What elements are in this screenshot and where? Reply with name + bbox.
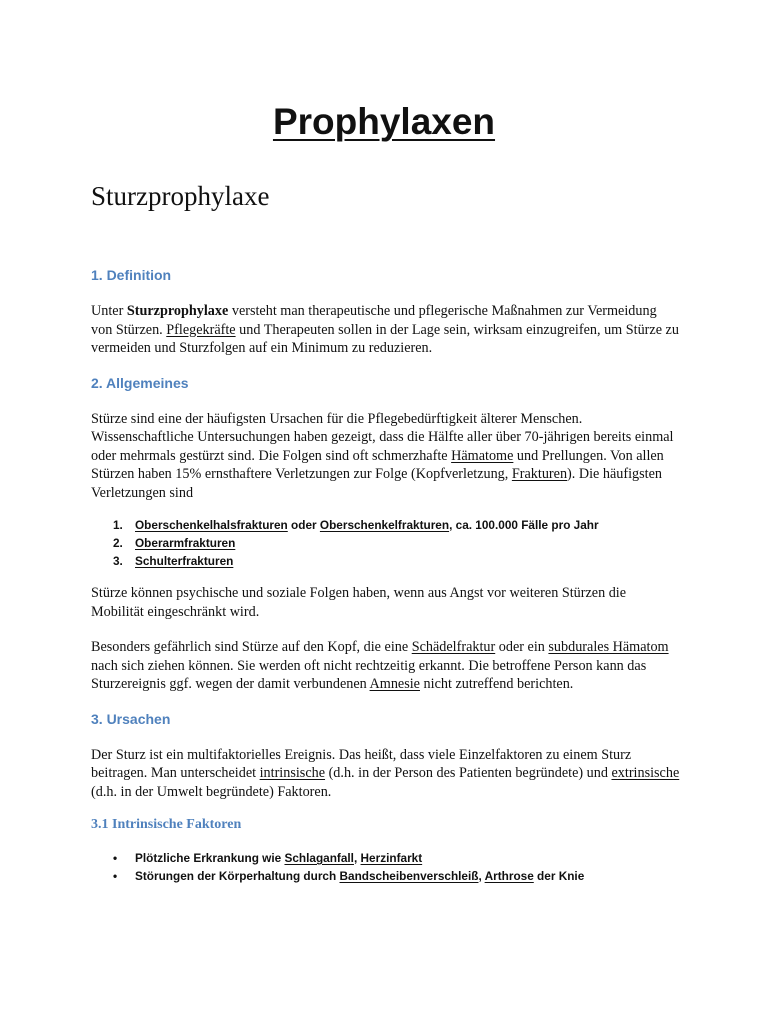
paragraph-allgemeines-2: Stürze können psychische und soziale Folgen haben, wenn aus Angst vor weiteren Stürzen die Mobilität eingeschränkt wird.	[91, 585, 627, 620]
bullet-icon: •	[113, 851, 118, 865]
link-schlaganfall[interactable]: Schlaganfall	[284, 851, 354, 865]
link-subdurales-haematom[interactable]: subdurales Hämatom	[548, 639, 669, 655]
link-extrinsische[interactable]: extrinsische	[611, 765, 680, 781]
paragraph-allgemeines-1: Stürze sind eine der häufigsten Ursachen für die Pflegebedürftigkeit älterer Menschen. Wissenschaftliche Untersuchungen haben gezeigt, dass die Hälfte aller über 70-jährigen bereits einmal oder mehrmals gestürzt sind. Die Folgen sind oft schmerzhafte Hämatome und Prellungen. Von allen Stürzen haben 15% ernsthaftere Verletzungen zur Folge (Kopfverletzung, Frakturen). Die häufigsten Verletzungen sind	[91, 410, 674, 501]
heading-allgemeines: 2. Allgemeines	[91, 374, 189, 391]
link-herzinfarkt[interactable]: Herzinfarkt	[360, 851, 423, 865]
list-item: 2. Oberarmfrakturen	[113, 536, 236, 550]
heading-ursachen: 3. Ursachen	[91, 710, 171, 727]
heading-intrinsische-faktoren: 3.1 Intrinsische Faktoren	[91, 817, 242, 832]
link-pflegekraefte[interactable]: Pflegekräfte	[166, 321, 236, 338]
paragraph-ursachen: Der Sturz ist ein multifaktorielles Ereignis. Das heißt, dass viele Einzelfaktoren zu einem Sturz beitragen. Man unterscheidet intrinsische (d.h. in der Person des Patienten begründete) und extrinsische (d.h. in der Umwelt begründete) Faktoren.	[91, 746, 680, 800]
link-schulterfrakturen[interactable]: Schulterfrakturen	[135, 554, 234, 568]
injury-list	[91, 516, 681, 570]
link-bandscheibenverschleiss[interactable]: Bandscheibenverschleiß	[339, 869, 479, 883]
bullet-icon: •	[113, 869, 118, 883]
link-haematome[interactable]: Hämatome	[451, 447, 514, 464]
document-title: Prophylaxen	[272, 101, 496, 142]
list-item: 1. Oberschenkelhalsfrakturen oder Oberschenkelfrakturen, ca. 100.000 Fälle pro Jahr	[113, 518, 599, 532]
link-frakturen[interactable]: Frakturen	[511, 466, 568, 482]
link-oberschenkelfrakturen[interactable]: Oberschenkelfrakturen	[319, 518, 450, 532]
bold-term: Sturzprophylaxe	[126, 303, 229, 319]
heading-definition: 1. Definition	[91, 267, 172, 283]
link-oberschenkelhalsfrakturen[interactable]: Oberschenkelhalsfrakturen	[135, 518, 288, 532]
paragraph-definition: Unter Sturzprophylaxe versteht man therapeutische und pflegerische Maßnahmen zur Vermeidung von Stürzen. Pflegekräfte und Therapeuten sollen in der Lage sein, wirksam einzugreifen, um Stürze zu vermeiden und Sturzfolgen auf ein Minimum zu reduzieren.	[91, 303, 679, 356]
link-arthrose[interactable]: Arthrose	[484, 869, 534, 883]
section-title: Sturzprophylaxe	[91, 181, 270, 211]
list-item: • Plötzliche Erkrankung wie Schlaganfall, Herzinfarkt	[113, 851, 423, 865]
document-body	[91, 264, 681, 885]
link-schaedelfraktur[interactable]: Schädelfraktur	[411, 639, 496, 655]
link-amnesie[interactable]: Amnesie	[369, 676, 420, 692]
paragraph-allgemeines-3: Besonders gefährlich sind Stürze auf den Kopf, die eine Schädelfraktur oder ein subdurales Hämatom nach sich ziehen können. Sie werden oft nicht rechtzeitig erkannt. Die betroffene Person kann das Sturzereignis ggf. wegen der damit verbundenen Amnesie nicht zutreffend berichten.	[91, 639, 669, 692]
intrinsic-factors-list	[91, 849, 681, 885]
list-item: • Störungen der Körperhaltung durch Bandscheibenverschleiß, Arthrose der Knie	[113, 869, 585, 883]
link-oberarmfrakturen[interactable]: Oberarmfrakturen	[135, 536, 236, 550]
link-intrinsische[interactable]: intrinsische	[259, 765, 326, 781]
list-item: 3. Schulterfrakturen	[113, 554, 234, 568]
